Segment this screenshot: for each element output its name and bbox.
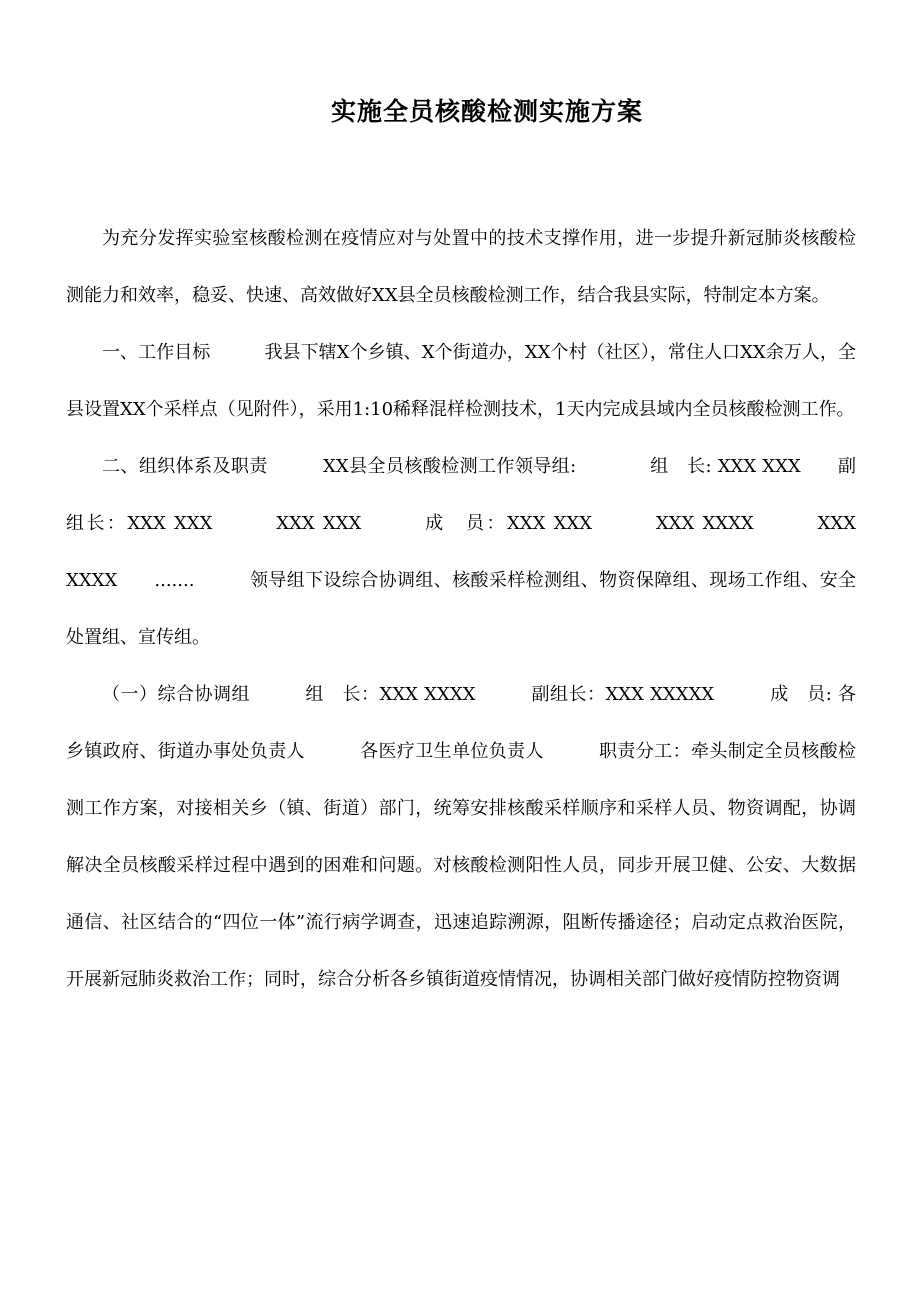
document-title: 实施全员核酸检测实施方案: [330, 97, 643, 126]
paragraph-work-goal: 一、工作目标 我县下辖X个乡镇、X个街道办，XX个村（社区），常住人口XX余万人，全县设置XX个采样点（见附件），采用1:10稀释混样检测技术，1天内完成县域内全员核酸检测工作。: [66, 342, 856, 420]
paragraph-intro: 为充分发挥实验室核酸检测在疫情应对与处置中的技术支撑作用，进一步提升新冠肺炎核酸检测能力和效率，稳妥、快速、高效做好XX县全员核酸检测工作，结合我县实际，特制定本方案。: [66, 228, 856, 306]
paragraph-coordination-group: （一）综合协调组 组 长：XXX XXXX 副组长：XXX XXXXX 成 员: 各乡镇政府、街道办事处负责人 各医疗卫生单位负责人 职责分工：牵头制定全员核酸检测工作方案，对接相关乡（镇、街道）部门，统筹安排核酸采样顺序和采样人员、物资调配，协调解决全员核酸采样过程中遇到的困难和问题。对核酸检测阳性人员，同步开展卫健、公安、大数据通信、社区结合的“四位一体”流行病学调查，迅速追踪溯源，阻断传播途径；启动定点救治医院，开展新冠肺炎救治工作；同时，综合分析各乡镇街道疫情情况，协调相关部门做好疫情防控物资调: [66, 684, 856, 990]
paragraph-organization: 二、组织体系及职责 XX县全员核酸检测工作领导组: 组 长: XXX XXX 副组长：XXX XXX XXX XXX 成 员：XXX XXX XXX XXXX XXX XXXX ....... 领导组下设综合协调组、核酸采样检测组、物资保障组、现场工作组、安全处置组、宣传组。: [66, 456, 856, 648]
document-body: [66, 210, 856, 1008]
